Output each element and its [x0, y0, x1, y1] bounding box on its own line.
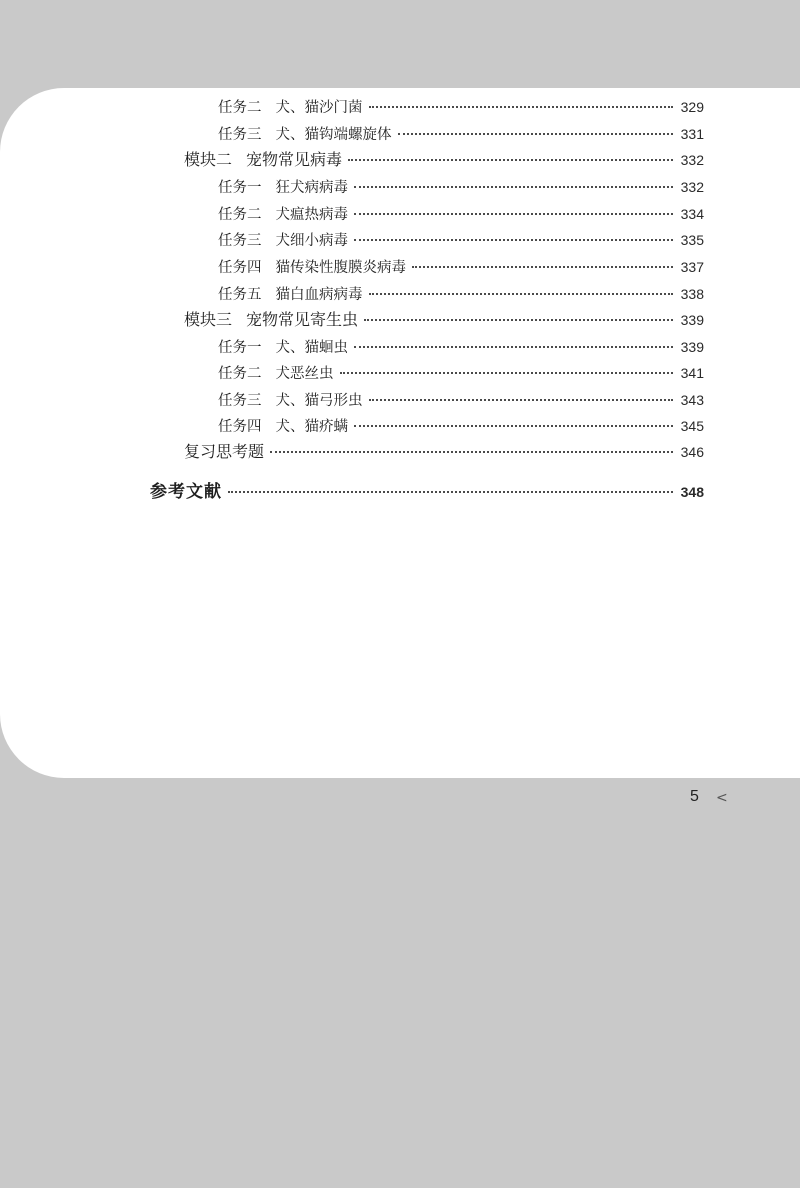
- dot-leader: [354, 213, 673, 215]
- toc-entry-title: 猫传染性腹膜炎病毒: [275, 260, 406, 276]
- toc-entry-label: [218, 285, 363, 305]
- toc-entry-title: 狂犬病病毒: [275, 180, 348, 196]
- dot-leader: [228, 491, 673, 493]
- toc-entry-prefix: 任务五: [218, 287, 262, 303]
- toc-entry-page: 339: [680, 339, 704, 355]
- toc-entry-page: 337: [680, 259, 704, 275]
- toc-entry-label: [218, 417, 348, 437]
- toc-entry-prefix: 模块二: [184, 150, 233, 169]
- toc-entry-label: [218, 125, 392, 145]
- toc-entry-page: 332: [680, 179, 704, 195]
- dot-leader: [369, 106, 673, 108]
- toc-entry-label: [184, 310, 358, 330]
- toc-entry-page: 341: [680, 365, 704, 381]
- dot-leader: [398, 133, 673, 135]
- toc-entry-title: 犬瘟热病毒: [275, 207, 348, 223]
- toc-entry-label: [218, 338, 348, 358]
- toc-entry-page: 343: [680, 392, 704, 408]
- toc-entry-prefix: 任务四: [218, 260, 262, 276]
- dot-leader: [364, 319, 673, 321]
- toc-review-entry[interactable]: [184, 442, 704, 462]
- toc-entry-title: 犬、猫疥螨: [275, 419, 348, 435]
- toc-entry-page: 329: [680, 99, 704, 115]
- toc-entry[interactable]: [218, 363, 704, 384]
- toc-entry-page: 339: [680, 312, 704, 328]
- toc-entry[interactable]: [218, 124, 704, 145]
- toc-entry-title: 宠物常见寄生虫: [246, 310, 359, 329]
- toc-module-entry[interactable]: [184, 310, 704, 330]
- toc-entry[interactable]: [218, 97, 704, 118]
- dot-leader: [270, 451, 673, 453]
- dot-leader: [354, 425, 673, 427]
- toc-references-entry[interactable]: [150, 482, 704, 502]
- toc-entry-page: 348: [680, 484, 704, 500]
- toc-entry-page: 331: [680, 126, 704, 142]
- toc-entry-prefix: 任务二: [218, 100, 262, 116]
- toc-entry-label: [218, 391, 363, 411]
- dot-leader: [348, 159, 673, 161]
- toc-entry-page: 334: [680, 206, 704, 222]
- toc-entry[interactable]: [218, 257, 704, 278]
- toc-entry[interactable]: [218, 177, 704, 198]
- toc-entry[interactable]: [218, 284, 704, 305]
- toc-entry[interactable]: [218, 337, 704, 358]
- dot-leader: [412, 266, 673, 268]
- toc-entry-label: [218, 258, 406, 278]
- toc-entry-prefix: 模块三: [184, 310, 233, 329]
- toc-entry-label: [218, 231, 348, 251]
- toc-entry-page: 335: [680, 232, 704, 248]
- toc-entry-label: [218, 178, 348, 198]
- dot-leader: [340, 372, 673, 374]
- toc-entry-title: 犬恶丝虫: [275, 366, 334, 382]
- toc-entry-page: 338: [680, 286, 704, 302]
- toc-entry-page: 346: [680, 444, 704, 460]
- toc-entry-prefix: 任务三: [218, 233, 262, 249]
- toc-entry-page: 345: [680, 418, 704, 434]
- toc-entry[interactable]: [218, 230, 704, 251]
- toc-entry-prefix: 任务一: [218, 340, 262, 356]
- toc-entry-title: 犬、猫钩端螺旋体: [275, 127, 392, 143]
- toc-entry-prefix: 任务四: [218, 419, 262, 435]
- toc-entry-title: 犬、猫蛔虫: [275, 340, 348, 356]
- toc-entry-title: 犬细小病毒: [275, 233, 348, 249]
- toc-entry-prefix: 任务二: [218, 366, 262, 382]
- toc-entry[interactable]: [218, 390, 704, 411]
- toc-module-entry[interactable]: [184, 150, 704, 170]
- toc-entry-title: 犬、猫弓形虫: [275, 393, 363, 409]
- toc-entry-prefix: 任务一: [218, 180, 262, 196]
- dot-leader: [369, 399, 673, 401]
- toc-entry-label: [218, 364, 334, 384]
- toc-entry-title: 犬、猫沙门菌: [275, 100, 363, 116]
- toc-entry[interactable]: [218, 416, 704, 437]
- toc-entry-page: 332: [680, 152, 704, 168]
- dot-leader: [369, 293, 673, 295]
- dot-leader: [354, 346, 673, 348]
- toc-entry-title: 复习思考题: [184, 442, 265, 461]
- toc-entry-title: 参考文献: [150, 482, 222, 502]
- toc-entry[interactable]: [218, 204, 704, 225]
- toc-entry-prefix: 任务三: [218, 127, 262, 143]
- toc-entry-prefix: 任务二: [218, 207, 262, 223]
- toc-entry-prefix: 任务三: [218, 393, 262, 409]
- dot-leader: [354, 186, 673, 188]
- toc-entry-label: [218, 98, 363, 118]
- toc-entry-label: [218, 205, 348, 225]
- page-number: 5: [690, 788, 699, 805]
- toc-entry-title: 宠物常见病毒: [246, 150, 343, 169]
- left-arrow-icon: <: [716, 790, 728, 806]
- toc-entry-label: [184, 150, 342, 170]
- dot-leader: [354, 239, 673, 241]
- toc-entry-title: 猫白血病病毒: [275, 287, 363, 303]
